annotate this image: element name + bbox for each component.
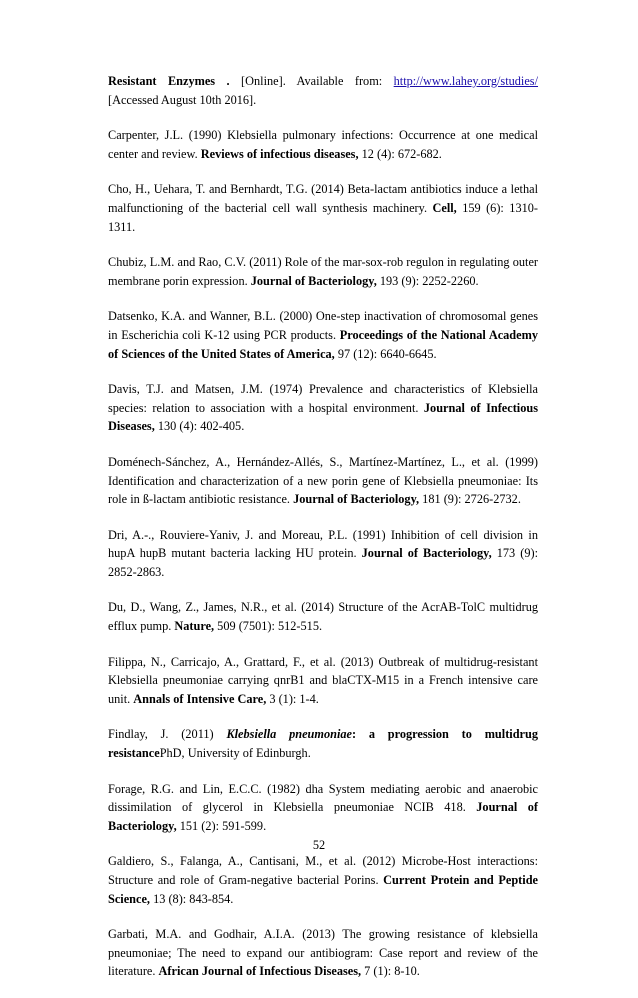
reference-text: Davis, T.J. and Matsen, J.M. (1974) Prevalence and characteristics of Klebsiella species: relation to association with a hospital environment. xyxy=(108,382,538,415)
reference-source-title: Annals of Intensive Care, xyxy=(133,691,267,706)
reference-source-title: Current Protein and Peptide Science, xyxy=(108,873,538,906)
reference-entry-forage-1982 xyxy=(108,780,538,836)
reference-source-title: Journal of Bacteriology, xyxy=(361,546,492,561)
reference-text: Dri, A.-., Rouviere-Yaniv, J. and Moreau, P.L. (1991) Inhibition of cell division in hupA hupB mutant bacteria lacking HU protein. xyxy=(108,527,538,561)
reference-text: 159 (6): 1310-1311. xyxy=(108,200,538,234)
reference-text: [Online]. Available from: xyxy=(241,74,394,88)
reference-entry-findlay-2011 xyxy=(108,725,538,762)
reference-entry-datsenko-2000 xyxy=(108,307,538,363)
reference-entry-filippa-2013 xyxy=(108,653,538,709)
reference-entry-carpenter-1990 xyxy=(108,126,538,163)
reference-text: 181 (9): 2726-2732. xyxy=(419,492,521,507)
reference-text: Carpenter, J.L. (1990) Klebsiella pulmonary infections: Occurrence at one medical center and review. xyxy=(108,128,538,161)
reference-text: Findlay, J. (2011) xyxy=(108,727,227,742)
reference-list xyxy=(108,72,538,998)
reference-text: 173 (9): 2852-2863. xyxy=(108,546,538,579)
reference-url-link[interactable]: http://www.lahey.org/studies/ xyxy=(393,74,539,88)
reference-entry-galdiero-2012 xyxy=(108,852,538,908)
reference-source-title: : a progression to multidrug resistance xyxy=(108,727,538,761)
reference-italic-title: Klebsiella pneumoniae xyxy=(226,727,352,742)
reference-source-title: Reviews of infectious diseases, xyxy=(200,146,359,161)
reference-text: Chubiz, L.M. and Rao, C.V. (2011) Role of the mar-sox-rob regulon in regulating outer membrane porin expression. xyxy=(108,255,538,288)
reference-text: Filippa, N., Carricajo, A., Grattard, F., et al. (2013) Outbreak of multidrug-resistant Klebsiella pneumoniae carrying qnrB1 and blaCTX-M15 in a French intensive care unit. xyxy=(108,654,538,706)
reference-text: 97 (12): 6640-6645. xyxy=(334,346,437,361)
page-number: 52 xyxy=(312,838,326,852)
reference-text: Forage, R.G. and Lin, E.C.C. (1982) dha System mediating aerobic and anaerobic dissimilation of glycerol in Klebsiella pneumoniae NCIB 418. xyxy=(108,781,538,815)
reference-entry-cho-2014 xyxy=(108,180,538,236)
reference-text: 13 (8): 843-854. xyxy=(150,891,234,906)
reference-source-title: Journal of Bacteriology, xyxy=(108,800,538,833)
reference-entry-du-2014 xyxy=(108,598,538,635)
reference-entry-dri-1991 xyxy=(108,526,538,582)
reference-source-title: Journal of Infectious Diseases, xyxy=(108,400,538,434)
reference-text: Garbati, M.A. and Godhair, A.I.A. (2013) The growing resistance of klebsiella pneumoniae; The need to expand our antibiogram: Case report and review of the literature. xyxy=(108,927,538,979)
reference-text: 7 (1): 8-10. xyxy=(361,964,420,979)
reference-entry-chubiz-2011 xyxy=(108,253,538,290)
reference-entry-garbati-2013 xyxy=(108,925,538,981)
reference-source-title: Journal of Bacteriology, xyxy=(250,273,377,288)
reference-text: Doménech-Sánchez, A., Hernández-Allés, S., Martínez-Martínez, L., et al. (1999) Identification and characterization of a new porin gene of Klebsiella pneumoniae: Its role in ß-lactam antibiotic resistance. xyxy=(108,454,538,507)
reference-text: 151 (2): 591-599. xyxy=(176,818,267,833)
reference-entry-davis-1974 xyxy=(108,380,538,436)
reference-source-title: Journal of Bacteriology, xyxy=(293,492,420,507)
reference-source-title: Cell, xyxy=(432,200,457,215)
reference-text: [Accessed August 10th 2016]. xyxy=(108,92,257,107)
reference-text: Cho, H., Uehara, T. and Bernhardt, T.G. (2014) Beta-lactam antibiotics induce a lethal malfunctioning of the bacterial cell wall synthesis machinery. xyxy=(108,182,538,215)
reference-text: Du, D., Wang, Z., James, N.R., et al. (2014) Structure of the AcrAB-TolC multidrug efflux pump. xyxy=(108,600,538,634)
reference-text: 12 (4): 672-682. xyxy=(358,146,442,161)
reference-text: PhD, University of Edinburgh. xyxy=(159,746,311,761)
reference-text: 509 (7501): 512-515. xyxy=(214,619,323,634)
reference-source-title: African Journal of Infectious Diseases, xyxy=(158,964,362,979)
reference-entry-resistant-enzymes xyxy=(108,72,538,109)
reference-source-title: Nature, xyxy=(174,619,215,634)
reference-text: 130 (4): 402-405. xyxy=(154,419,245,434)
reference-text: Galdiero, S., Falanga, A., Cantisani, M., et al. (2012) Microbe-Host interactions: Structure and role of Gram-negative bacterial Porins. xyxy=(108,854,538,887)
reference-text: 193 (9): 2252-2260. xyxy=(376,273,479,288)
reference-source-title: Proceedings of the National Academy of Sciences of the United States of America, xyxy=(108,327,538,361)
reference-text: Datsenko, K.A. and Wanner, B.L. (2000) One-step inactivation of chromosomal genes in Escherichia coli K-12 using PCR products. xyxy=(108,309,538,342)
reference-text: 3 (1): 1-4. xyxy=(266,691,319,706)
reference-entry-domenech-1999 xyxy=(108,453,538,509)
reference-source-title: Resistant Enzymes . xyxy=(108,74,242,88)
